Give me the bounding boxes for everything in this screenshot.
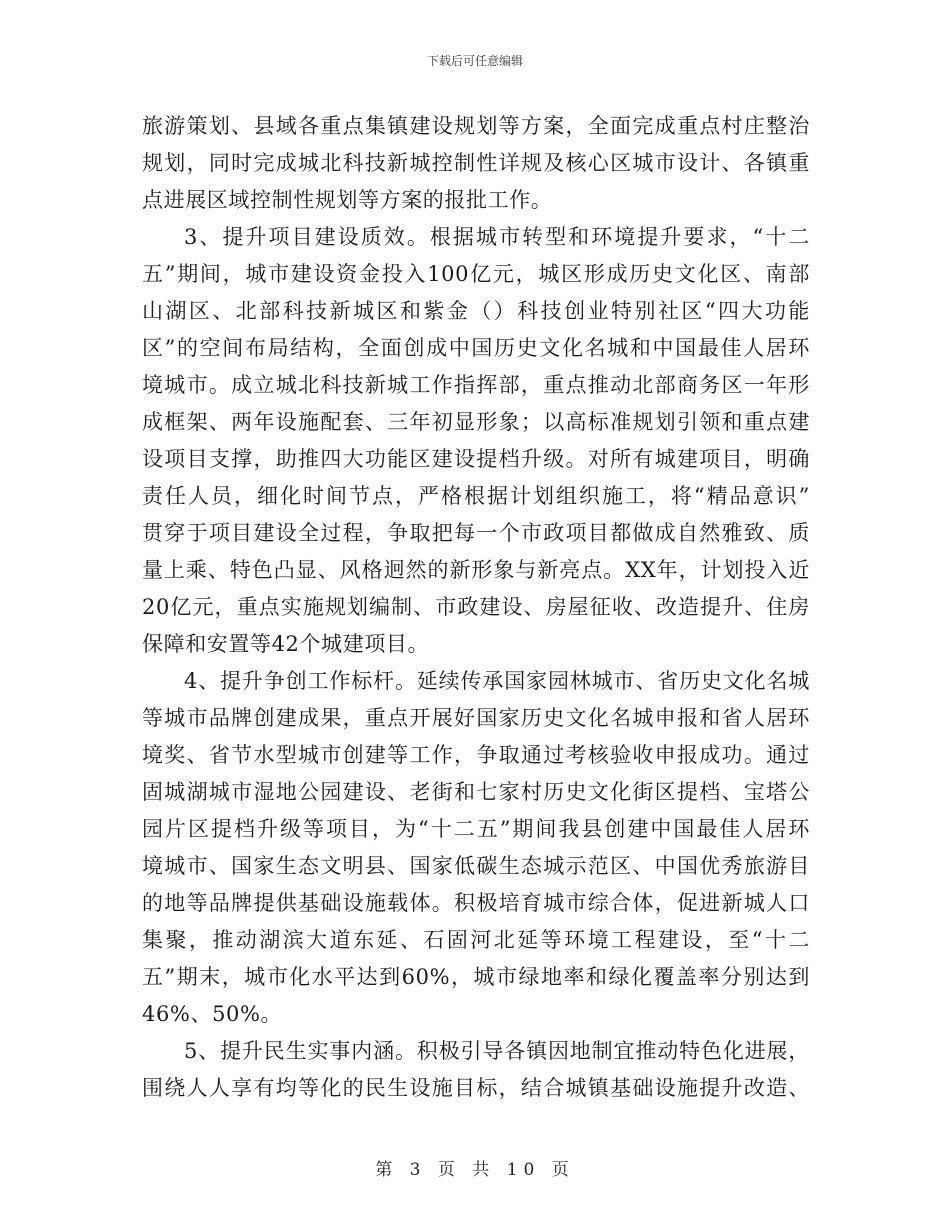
text-line: 保障和安置等42个城建项目。 [142, 632, 430, 656]
text-line: 责任人员，细化时间节点，严格根据计划组织施工，将“精品意识” [142, 484, 810, 508]
text-line: 规划，同时完成城北科技新城控制性详规及核心区城市设计、各镇重 [142, 151, 810, 175]
text-line: 境奖、省节水型城市创建等工作，争取通过考核验收申报成功。通过 [142, 743, 810, 767]
text-line: 4、提升争创工作标杆。延续传承国家园林城市、省历史文化名城 [184, 669, 810, 693]
document-body [142, 108, 810, 1107]
text-line: 境城市、国家生态文明县、国家低碳生态城示范区、中国优秀旅游目 [142, 854, 810, 878]
text-line: 等城市品牌创建成果，重点开展好国家历史文化名城申报和省人居环 [142, 706, 810, 730]
text-line: 五”期末，城市化水平达到60%，城市绿地率和绿化覆盖率分别达到 [142, 965, 810, 989]
text-line: 集聚，推动湖滨大道东延、石固河北延等环境工程建设，至“十二 [142, 928, 810, 952]
text-line: 量上乘、特色凸显、风格迥然的新形象与新亮点。XX年，计划投入近 [142, 558, 810, 582]
text-line: 园片区提档升级等项目，为“十二五”期间我县创建中国最佳人居环 [142, 817, 810, 841]
text-line: 贯穿于项目建设全过程，争取把每一个市政项目都做成自然雅致、质 [142, 521, 810, 545]
text-line: 3、提升项目建设质效。根据城市转型和环境提升要求，“十二 [184, 225, 810, 249]
text-line: 5、提升民生实事内涵。积极引导各镇因地制宜推动特色化进展， [184, 1039, 810, 1063]
text-line: 山湖区、北部科技新城区和紫金（）科技创业特别社区“四大功能 [142, 299, 810, 323]
text-line: 五”期间，城市建设资金投入100亿元，城区形成历史文化区、南部 [142, 262, 810, 286]
text-line: 46%、50%。 [142, 1002, 283, 1026]
text-line: 点进展区域控制性规划等方案的报批工作。 [142, 188, 553, 212]
text-line: 旅游策划、县域各重点集镇建设规划等方案，全面完成重点村庄整治 [142, 114, 810, 138]
text-line: 的地等品牌提供基础设施载体。积极培育城市综合体，促进新城人口 [142, 891, 810, 915]
text-line: 20亿元，重点实施规划编制、市政建设、房屋征收、改造提升、住房 [142, 595, 810, 619]
text-line: 区”的空间布局结构，全面创成中国历史文化名城和中国最佳人居环 [142, 336, 810, 360]
text-line: 设项目支撑，助推四大功能区建设提档升级。对所有城建项目，明确 [142, 447, 810, 471]
text-line: 围绕人人享有均等化的民生设施目标，结合城镇基础设施提升改造、 [142, 1076, 810, 1100]
text-line: 境城市。成立城北科技新城工作指挥部，重点推动北部商务区一年形 [142, 373, 810, 397]
page-footer: 第 3 页 共 10 页 [375, 1160, 575, 1180]
page-header: 下载后可任意编辑 [426, 54, 523, 68]
text-line: 成框架、两年设施配套、三年初显形象；以高标准规划引领和重点建 [142, 410, 810, 434]
text-line: 固城湖城市湿地公园建设、老街和七家村历史文化街区提档、宝塔公 [142, 780, 810, 804]
